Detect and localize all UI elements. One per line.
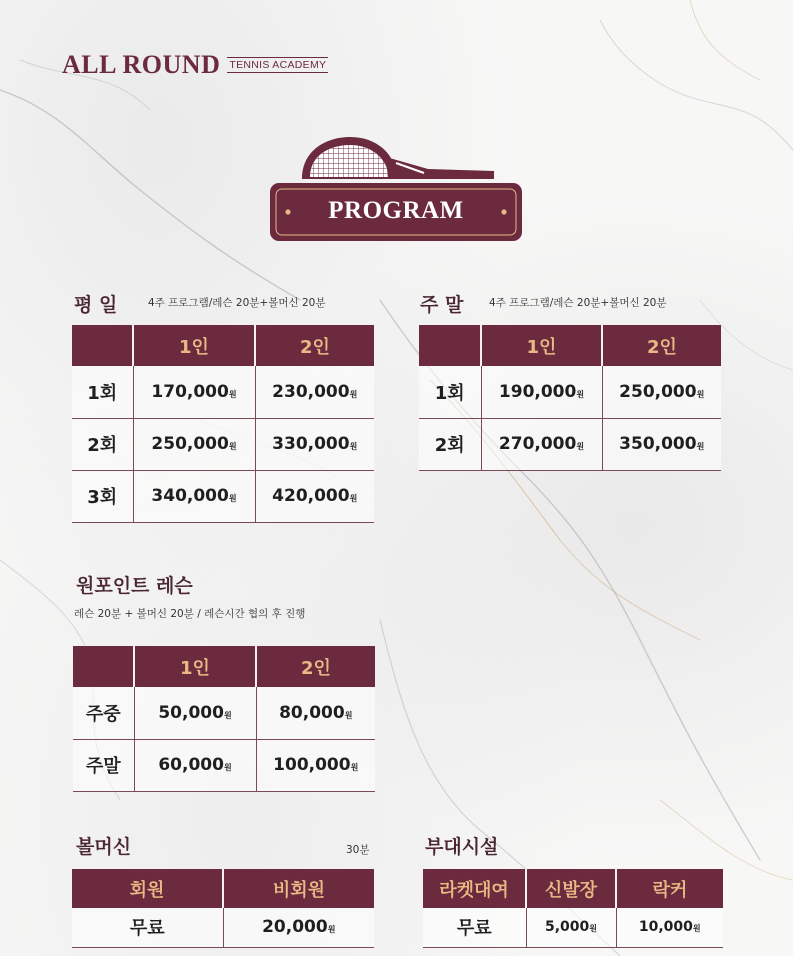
row-label: 주말	[73, 739, 134, 791]
header-cell	[73, 646, 134, 687]
onepoint-title: 원포인트 레슨	[76, 575, 193, 597]
logo-sub-text: TENNIS ACADEMY	[229, 59, 327, 71]
header-cell: 2인	[602, 325, 721, 366]
tennis-racket-icon	[268, 133, 524, 245]
table-row	[72, 470, 374, 522]
onepoint-price-table	[73, 646, 375, 792]
price-cell: 100,000원	[256, 739, 375, 791]
header-cell: 1인	[133, 325, 255, 366]
price-cell: 50,000원	[134, 687, 256, 739]
table-row	[72, 908, 374, 947]
table-header-row	[72, 869, 374, 908]
ballmachine-note: 30분	[346, 844, 370, 856]
weekday-title: 평 일	[74, 294, 118, 316]
price-cell: 350,000원	[602, 418, 721, 470]
table-row	[72, 366, 374, 418]
weekend-title: 주 말	[420, 294, 464, 316]
price-cell: 330,000원	[255, 418, 374, 470]
table-row	[419, 418, 721, 470]
header-cell: 회원	[72, 869, 223, 908]
row-label: 주중	[73, 687, 134, 739]
header-cell: 1인	[134, 646, 256, 687]
onepoint-note: 레슨 20분 + 볼머신 20분 / 레슨시간 협의 후 진행	[74, 608, 306, 620]
header-cell	[419, 325, 481, 366]
table-row	[423, 908, 723, 947]
program-badge	[268, 133, 524, 245]
member-price-cell: 무료	[72, 908, 223, 947]
table-header-row	[72, 325, 374, 366]
price-cell: 270,000원	[481, 418, 602, 470]
table-row	[72, 418, 374, 470]
row-label: 1회	[419, 366, 481, 418]
table-row	[419, 366, 721, 418]
table-row	[73, 739, 375, 791]
price-cell: 420,000원	[255, 470, 374, 522]
facilities-price-table	[423, 869, 723, 948]
academy-logo	[62, 50, 328, 80]
row-label: 3회	[72, 470, 133, 522]
header-cell: 신발장	[526, 869, 616, 908]
price-cell: 340,000원	[133, 470, 255, 522]
price-cell: 170,000원	[133, 366, 255, 418]
weekday-price-table	[72, 325, 374, 523]
facilities-title: 부대시설	[425, 836, 499, 858]
price-cell: 60,000원	[134, 739, 256, 791]
price-cell: 250,000원	[133, 418, 255, 470]
header-cell: 1인	[481, 325, 602, 366]
row-label: 2회	[419, 418, 481, 470]
header-cell: 2인	[256, 646, 375, 687]
row-label: 2회	[72, 418, 133, 470]
price-cell: 230,000원	[255, 366, 374, 418]
table-header-row	[73, 646, 375, 687]
ballmachine-price-table	[72, 869, 374, 948]
table-header-row	[423, 869, 723, 908]
price-cell: 80,000원	[256, 687, 375, 739]
price-cell: 250,000원	[602, 366, 721, 418]
header-cell	[72, 325, 133, 366]
weekday-note: 4주 프로그램/레슨 20분+볼머신 20분	[148, 297, 326, 309]
program-title: PROGRAM	[328, 197, 464, 224]
weekend-price-table	[419, 325, 721, 471]
header-cell: 비회원	[223, 869, 374, 908]
price-cell: 190,000원	[481, 366, 602, 418]
header-cell: 락커	[616, 869, 723, 908]
header-cell: 라켓대여	[423, 869, 526, 908]
locker-price-cell: 10,000원	[616, 908, 723, 947]
ballmachine-title: 볼머신	[76, 836, 132, 858]
table-row	[73, 687, 375, 739]
table-header-row	[419, 325, 721, 366]
racket-rental-price-cell: 무료	[423, 908, 526, 947]
shoe-locker-price-cell: 5,000원	[526, 908, 616, 947]
header-cell: 2인	[255, 325, 374, 366]
weekend-note: 4주 프로그램/레슨 20분+볼머신 20분	[489, 297, 667, 309]
nonmember-price-cell: 20,000원	[223, 908, 374, 947]
logo-main-text: ALL ROUND	[62, 50, 221, 79]
row-label: 1회	[72, 366, 133, 418]
